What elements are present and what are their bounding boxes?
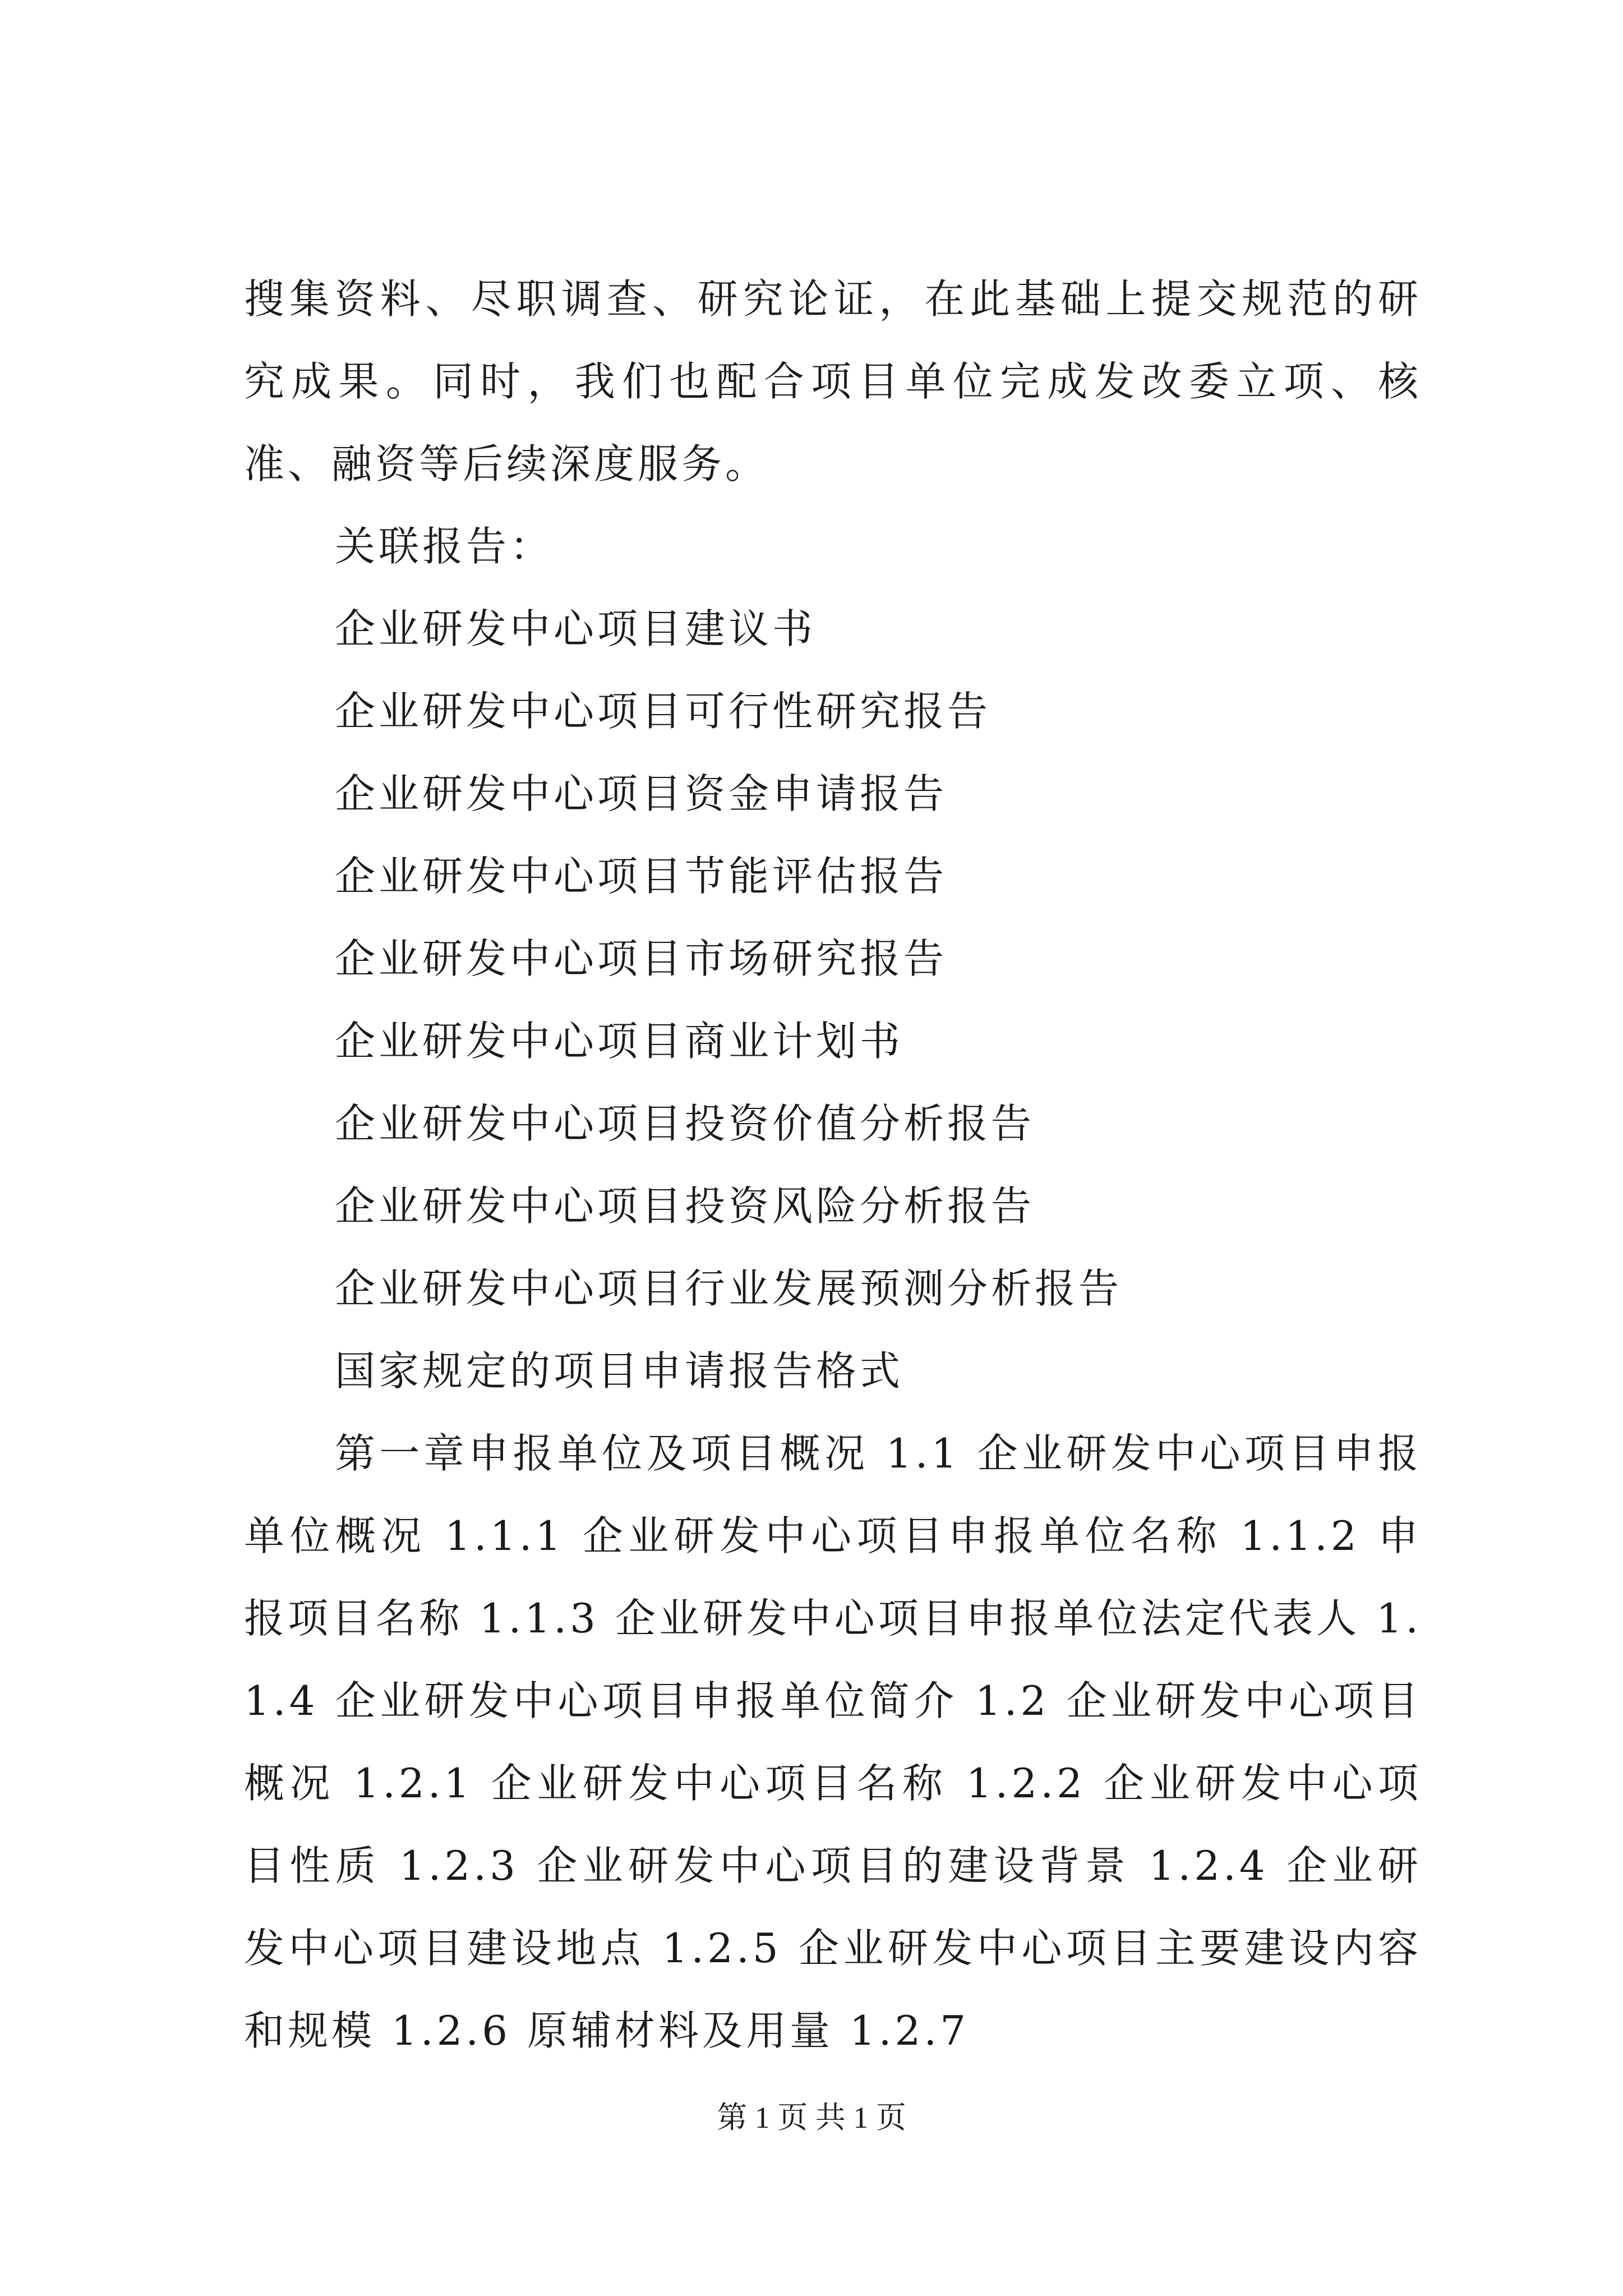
related-report-item: 企业研发中心项目市场研究报告	[335, 935, 948, 982]
related-report-item: 企业研发中心项目商业计划书	[335, 1018, 904, 1065]
document-body	[244, 258, 1422, 2072]
related-report-item: 企业研发中心项目行业发展预测分析报告	[335, 1265, 1123, 1312]
related-reports-list	[244, 588, 1422, 1330]
related-report-item: 企业研发中心项目投资风险分析报告	[335, 1182, 1035, 1230]
related-reports-heading: 关联报告：	[335, 523, 554, 570]
related-report-item: 企业研发中心项目节能评估报告	[335, 853, 948, 900]
related-report-item: 企业研发中心项目可行性研究报告	[335, 688, 992, 735]
related-report-item: 企业研发中心项目建议书	[335, 605, 817, 652]
related-report-item: 企业研发中心项目投资价值分析报告	[335, 1100, 1035, 1147]
page-footer: 第 1 页 共 1 页	[717, 2101, 906, 2134]
format-title: 国家规定的项目申请报告格式	[335, 1347, 904, 1395]
related-report-item: 企业研发中心项目资金申请报告	[335, 770, 948, 817]
intro-paragraph: 搜集资料、尽职调查、研究论证，在此基础上提交规范的研究成果。同时，我们也配合项目单位完成发改委立项、核准、融资等后续深度服务。	[244, 275, 1422, 487]
chapter-one-paragraph: 第一章申报单位及项目概况 1.1 企业研发中心项目申报单位概况 1.1.1 企业研发中心项目申报单位名称 1.1.2 申报项目名称 1.1.3 企业研发中心项目申报单位法定代表人 1.1.4 企业研发中心项目申报单位简介 1.2 企业研发中心项目概况 1.2.1 企业研发中心项目名称 1.2.2 企业研发中心项目性质 1.2.3 企业研发中心项目的建设背景 1.2.4 企业研发中心项目建设地点 1.2.5 企业研发中心项目主要建设内容和规模 1.2.6 原辅材料及用量 1.2.7	[244, 1430, 1422, 2054]
